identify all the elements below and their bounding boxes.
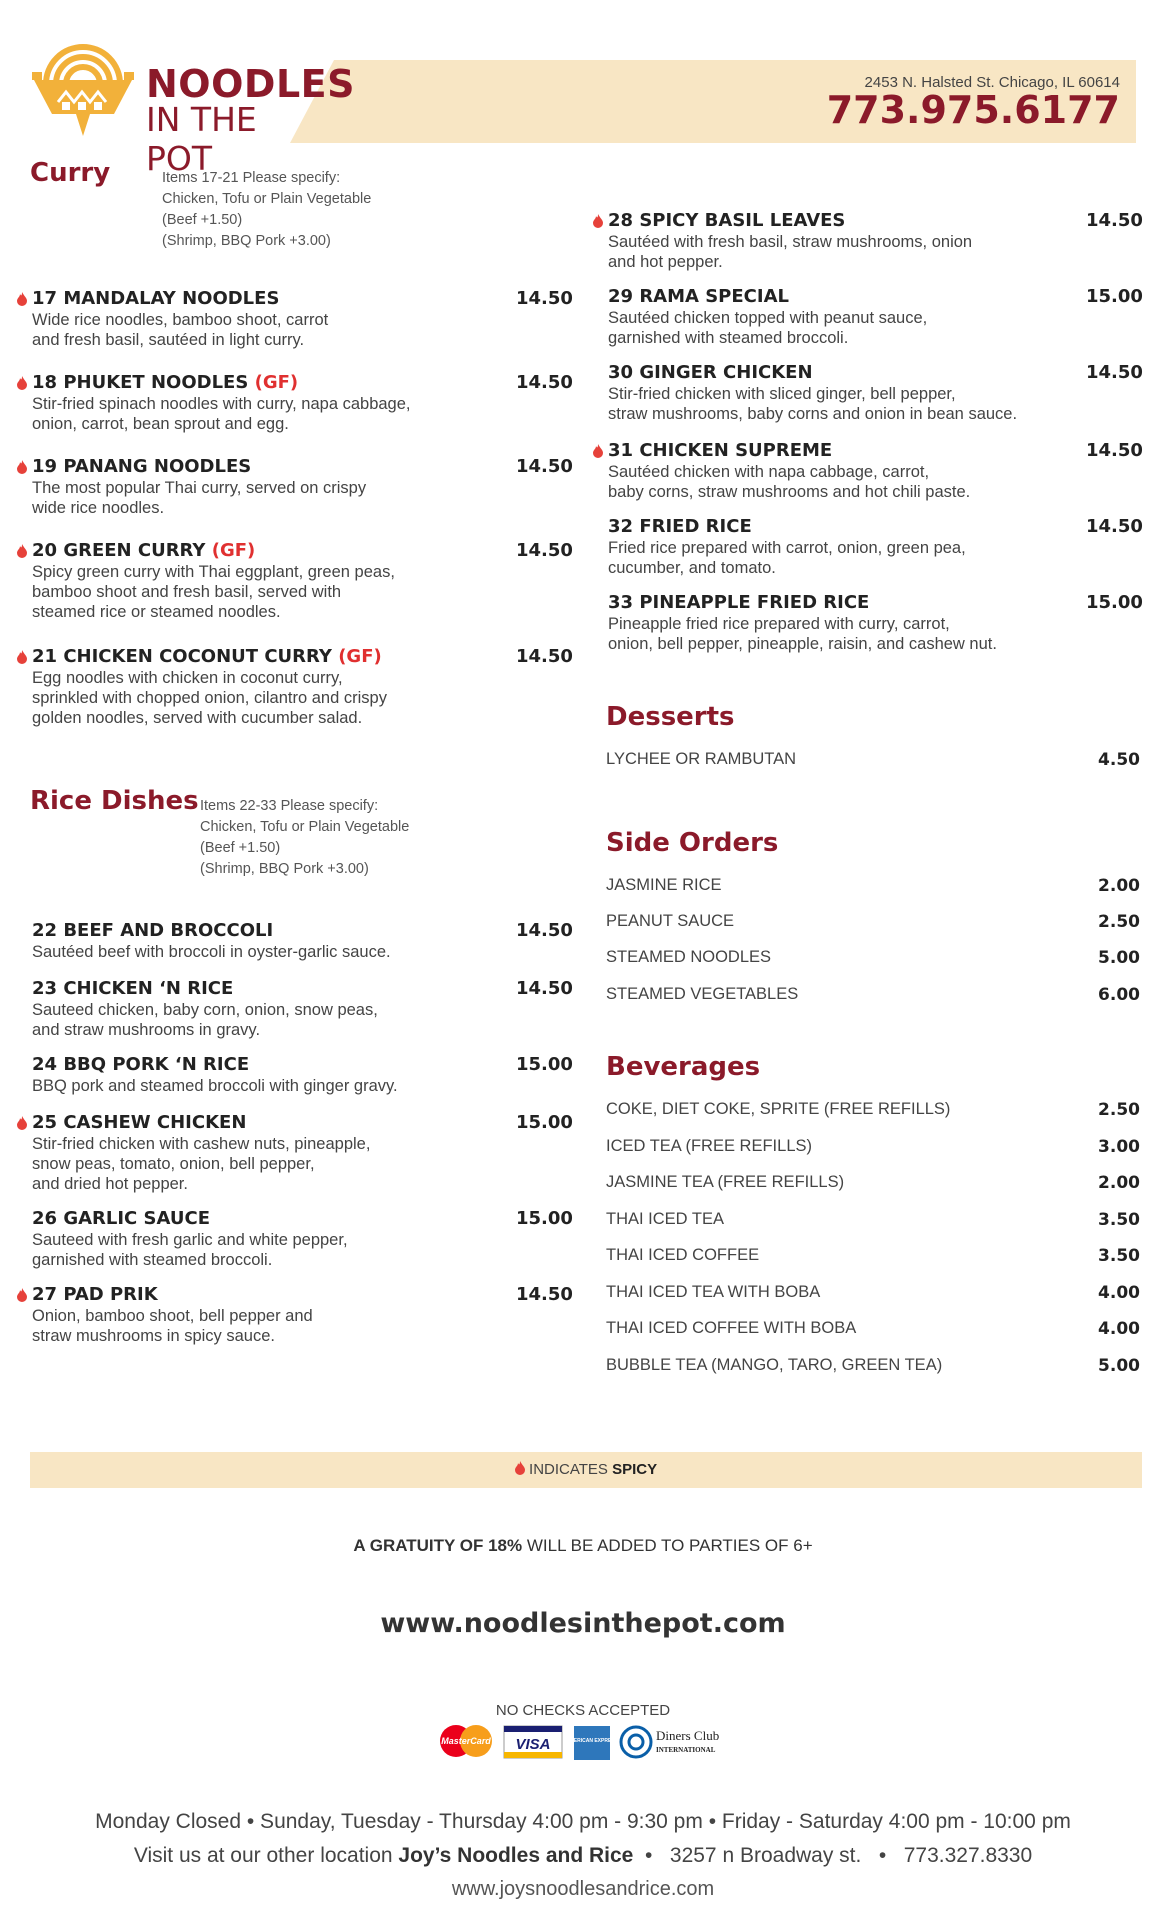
menu-item	[608, 286, 1143, 348]
item-desc: Sautéed chicken with napa cabbage, carrot, baby corns, straw mushrooms and hot chili paste.	[608, 463, 971, 501]
item-name: 33 PINEAPPLE FRIED RICE	[608, 592, 870, 613]
svg-text:AMERICAN EXPRESS: AMERICAN EXPRESS	[566, 1738, 618, 1744]
gratuity-note: A GRATUITY OF 18% WILL BE ADDED TO PARTIES OF 6+	[353, 1536, 813, 1555]
item-name: 31 CHICKEN SUPREME	[608, 440, 833, 461]
flame-icon	[17, 1116, 27, 1130]
list-item	[606, 1283, 1140, 1302]
list-item	[606, 1210, 1140, 1229]
item-price: 15.00	[516, 1054, 573, 1075]
website-link[interactable]: www.noodlesinthepot.com	[380, 1608, 786, 1639]
list-item-price: 3.00	[1098, 1137, 1140, 1157]
menu-item	[608, 440, 1143, 502]
item-desc: Fried rice prepared with carrot, onion, green pea, cucumber, and tomato.	[608, 539, 966, 577]
menu-item	[608, 362, 1143, 424]
item-price: 14.50	[1086, 210, 1143, 231]
list-item-price: 4.00	[1098, 1319, 1140, 1339]
item-price: 14.50	[1086, 440, 1143, 461]
item-price: 14.50	[516, 456, 573, 477]
list-item	[606, 1319, 1140, 1338]
menu-item	[32, 1112, 573, 1194]
item-name: 19 PANANG NOODLES	[32, 456, 252, 477]
item-desc: Wide rice noodles, bamboo shoot, carrot and fresh basil, sautéed in light curry.	[32, 311, 329, 349]
other-location: Visit us at our other location Joy’s Noodles and Rice • 3257 n Broadway st. • 773.327.8330	[133, 1844, 1033, 1867]
item-name: 26 GARLIC SAUCE	[32, 1208, 210, 1229]
amex-icon	[566, 1726, 619, 1760]
item-desc: Stir-fried chicken with sliced ginger, bell pepper, straw mushrooms, baby corns and onion in bean sauce.	[608, 385, 1018, 423]
mastercard-icon	[440, 1725, 492, 1757]
list-item-name: JASMINE RICE	[606, 876, 722, 894]
item-name: 23 CHICKEN ‘N RICE	[32, 978, 234, 999]
list-item-name: STEAMED NOODLES	[606, 948, 772, 966]
list-item-name: THAI ICED TEA	[606, 1210, 724, 1228]
item-name: 21 CHICKEN COCONUT CURRY (GF)	[32, 646, 382, 667]
sides-title: Side Orders	[606, 828, 779, 858]
payment-cards	[436, 1720, 756, 1762]
item-desc: Stir-fried spinach noodles with curry, napa cabbage, onion, carrot, bean sprout and egg.	[32, 395, 411, 433]
item-price: 15.00	[1086, 286, 1143, 307]
item-name: 29 RAMA SPECIAL	[608, 286, 789, 307]
svg-text:VISA: VISA	[515, 1736, 551, 1753]
list-item-name: BUBBLE TEA (MANGO, TARO, GREEN TEA)	[606, 1356, 943, 1374]
menu-item	[32, 1284, 573, 1346]
menu-item	[32, 540, 573, 622]
item-name: 28 SPICY BASIL LEAVES	[608, 210, 846, 231]
flame-icon	[17, 1288, 27, 1302]
list-item-price: 4.50	[1098, 750, 1140, 770]
item-name: 32 FRIED RICE	[608, 516, 752, 537]
other-website-link[interactable]: www.joysnoodlesandrice.com	[451, 1878, 715, 1900]
list-item-price: 2.50	[1098, 1100, 1140, 1120]
menu-item	[32, 456, 573, 518]
item-price: 14.50	[1086, 362, 1143, 383]
item-name: 24 BBQ PORK ‘N RICE	[32, 1054, 250, 1075]
curry-note: Items 17-21 Please specify: Chicken, Tofu or Plain Vegetable (Beef +1.50) (Shrimp, BBQ Pork +3.00)	[162, 170, 372, 249]
menu-item	[32, 978, 573, 1040]
menu-item	[32, 372, 573, 434]
list-item-price: 2.00	[1098, 1173, 1140, 1193]
list-item-name: COKE, DIET COKE, SPRITE (FREE REFILLS)	[606, 1100, 951, 1118]
menu-item	[32, 646, 573, 728]
item-price: 14.50	[516, 920, 573, 941]
list-item-price: 4.00	[1098, 1283, 1140, 1303]
item-price: 15.00	[516, 1112, 573, 1133]
logo-line2: IN THE POT	[146, 100, 257, 178]
list-item	[606, 1173, 1140, 1192]
item-name: 17 MANDALAY NOODLES	[32, 288, 280, 309]
item-price: 14.50	[516, 978, 573, 999]
list-item	[606, 985, 1140, 1004]
hours: Monday Closed • Sunday, Tuesday - Thursday 4:00 pm - 9:30 pm • Friday - Saturday 4:00 pm - 10:00 pm	[95, 1810, 1071, 1833]
item-price: 14.50	[516, 646, 573, 667]
list-item-price: 3.50	[1098, 1210, 1140, 1230]
item-desc: Sautéed with fresh basil, straw mushrooms, onion and hot pepper.	[608, 233, 973, 271]
svg-text:Diners Club: Diners Club	[656, 1728, 720, 1743]
flame-icon	[593, 444, 603, 458]
item-name: 22 BEEF AND BROCCOLI	[32, 920, 274, 941]
flame-icon	[593, 214, 603, 228]
flame-icon	[17, 650, 27, 664]
flame-icon	[17, 292, 27, 306]
item-name: 18 PHUKET NOODLES (GF)	[32, 372, 299, 393]
item-price: 15.00	[1086, 592, 1143, 613]
list-item	[606, 912, 1140, 931]
beverages-title: Beverages	[606, 1052, 761, 1082]
list-item-name: JASMINE TEA (FREE REFILLS)	[606, 1173, 845, 1191]
list-item-name: THAI ICED COFFEE	[606, 1246, 760, 1264]
diners-club-icon	[621, 1727, 719, 1757]
list-item	[606, 1100, 1140, 1119]
item-price: 14.50	[516, 1284, 573, 1305]
list-item	[606, 1137, 1140, 1156]
flame-icon	[17, 460, 27, 474]
item-name: 30 GINGER CHICKEN	[608, 362, 813, 383]
item-desc: Sauteed with fresh garlic and white pepper, garnished with steamed broccoli.	[32, 1231, 348, 1269]
list-item-price: 6.00	[1098, 985, 1140, 1005]
menu-item	[32, 1054, 573, 1096]
list-item-name: THAI ICED COFFEE WITH BOBA	[606, 1319, 857, 1337]
item-desc: Stir-fried chicken with cashew nuts, pineapple, snow peas, tomato, onion, bell pepper, and dried hot pepper.	[32, 1135, 371, 1193]
list-item-name: PEANUT SAUCE	[606, 912, 735, 930]
item-desc: Sautéed chicken topped with peanut sauce, garnished with steamed broccoli.	[608, 309, 928, 347]
list-item-price: 2.50	[1098, 912, 1140, 932]
svg-text:INTERNATIONAL: INTERNATIONAL	[656, 1746, 716, 1754]
menu-item	[32, 288, 573, 350]
item-name: 27 PAD PRIK	[32, 1284, 158, 1305]
list-item-price: 3.50	[1098, 1246, 1140, 1266]
flame-icon	[17, 376, 27, 390]
list-item	[606, 1246, 1140, 1265]
item-price: 14.50	[1086, 516, 1143, 537]
item-name: 20 GREEN CURRY (GF)	[32, 540, 256, 561]
list-item	[606, 1356, 1140, 1375]
item-desc: Spicy green curry with Thai eggplant, green peas, bamboo shoot and fresh basil, served with steamed rice or steamed noodles.	[32, 563, 395, 621]
list-item	[606, 948, 1140, 967]
no-checks-note: NO CHECKS ACCEPTED	[495, 1702, 671, 1719]
item-desc: Sautéed beef with broccoli in oyster-garlic sauce.	[32, 943, 391, 961]
noodle-pot-icon	[28, 44, 138, 140]
address: 2453 N. Halsted St. Chicago, IL 60614	[864, 74, 1120, 91]
menu-item	[608, 592, 1143, 654]
menu-item	[32, 920, 573, 962]
item-price: 15.00	[516, 1208, 573, 1229]
list-item-price: 5.00	[1098, 1356, 1140, 1376]
phone[interactable]: 773.975.6177	[826, 88, 1120, 132]
item-price: 14.50	[516, 540, 573, 561]
item-price: 14.50	[516, 288, 573, 309]
item-desc: Pineapple fried rice prepared with curry, carrot, onion, bell pepper, pineapple, raisin, and cashew nut.	[608, 615, 997, 653]
menu-item	[32, 1208, 573, 1270]
list-item	[606, 876, 1140, 895]
visa-icon	[504, 1726, 562, 1758]
item-desc: The most popular Thai curry, served on crispy wide rice noodles.	[32, 479, 367, 517]
svg-text:MasterCard: MasterCard	[441, 1736, 491, 1746]
list-item-name: LYCHEE OR RAMBUTAN	[606, 750, 797, 768]
flame-icon	[515, 1461, 525, 1475]
spicy-legend: INDICATES SPICY	[30, 1452, 1142, 1488]
list-item-name: STEAMED VEGETABLES	[606, 985, 799, 1003]
list-item-price: 2.00	[1098, 876, 1140, 896]
item-name: 25 CASHEW CHICKEN	[32, 1112, 247, 1133]
item-desc: Egg noodles with chicken in coconut curry, sprinkled with chopped onion, cilantro and crispy golden noodles, served with cucumber salad.	[32, 669, 387, 727]
item-desc: BBQ pork and steamed broccoli with ginger gravy.	[32, 1077, 398, 1095]
flame-icon	[17, 544, 27, 558]
list-item-name: THAI ICED TEA WITH BOBA	[606, 1283, 821, 1301]
menu-item	[608, 210, 1143, 272]
list-item-price: 5.00	[1098, 948, 1140, 968]
list-item	[606, 750, 1140, 769]
menu-item	[608, 516, 1143, 578]
desserts-title: Desserts	[606, 702, 735, 732]
list-item-name: ICED TEA (FREE REFILLS)	[606, 1137, 812, 1155]
curry-title: Curry	[30, 158, 111, 188]
logo-line1: NOODLES	[146, 62, 355, 106]
rice-title: Rice Dishes	[30, 786, 199, 816]
item-price: 14.50	[516, 372, 573, 393]
rice-note: Items 22-33 Please specify: Chicken, Tofu or Plain Vegetable (Beef +1.50) (Shrimp, BBQ Pork +3.00)	[200, 798, 410, 877]
item-desc: Sauteed chicken, baby corn, onion, snow peas, and straw mushrooms in gravy.	[32, 1001, 378, 1039]
item-desc: Onion, bamboo shoot, bell pepper and straw mushrooms in spicy sauce.	[32, 1307, 313, 1345]
